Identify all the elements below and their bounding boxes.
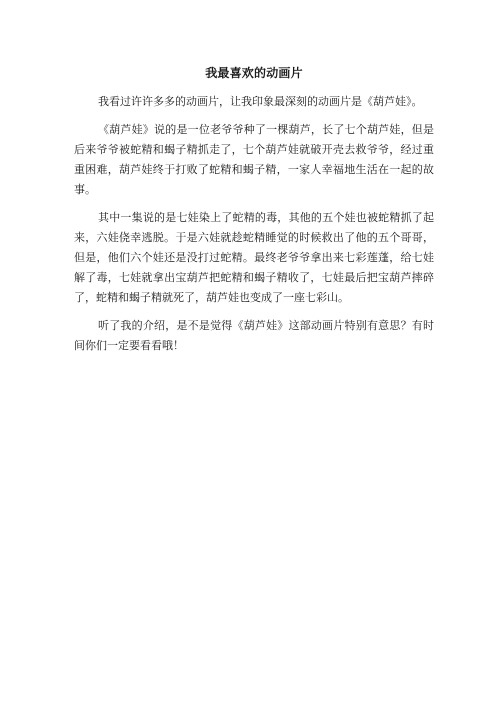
document-content [74, 64, 434, 364]
document-title: 我最喜欢的动画片 [205, 66, 303, 80]
paragraph-3: 其中一集说的是七娃染上了蛇精的毒，其他的五个娃也被蛇精抓了起来，六娃侥幸逃脱。于是六娃就趁蛇精睡觉的时候救出了他的五个哥哥，但是，他们六个娃还是没打过蛇精。最终老爷爷拿出来七彩莲蓬，给七娃解了毒，七娃就拿出宝葫芦把蛇精和蝎子精收了，七娃最后把宝葫芦摔碎了，蛇精和蝎子精就死了，葫芦娃也变成了一座七彩山。 [74, 211, 434, 304]
paragraph-1: 我看过许许多多的动画片，让我印象最深刻的动画片是《葫芦娃》。 [98, 95, 423, 108]
paragraph-4: 听了我的介绍，是不是觉得《葫芦娃》这部动画片特别有意思？有时间你们一定要看看哦！ [74, 319, 434, 352]
paragraph-2: 《葫芦娃》说的是一位老爷爷种了一棵葫芦，长了七个葫芦娃，但是后来爷爷被蛇精和蝎子精抓走了，七个葫芦娃就破开壳去救爷爷，经过重重困难，葫芦娃终于打败了蛇精和蝎子精，一家人幸福地生活在一起的故事。 [74, 123, 434, 196]
